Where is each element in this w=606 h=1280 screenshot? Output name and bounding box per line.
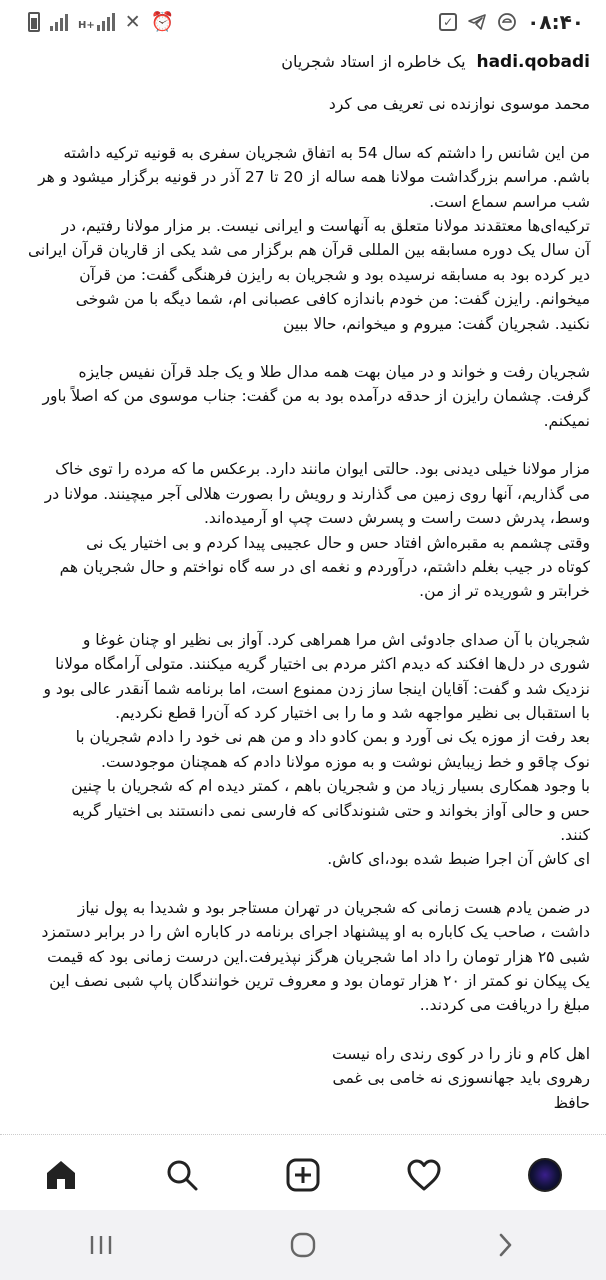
caption-paragraph (22, 92, 590, 116)
nav-new-post-button[interactable] (273, 1145, 333, 1205)
caption-line: شبی ۲۵ هزار تومان را داد اما شجریان هرگز نپذیرفت.این درست زمانی بود که قیمت (47, 947, 590, 966)
profile-avatar (528, 1158, 562, 1192)
search-icon (165, 1158, 199, 1192)
caption-paragraph (22, 141, 590, 336)
caption-line: کوتاه در جیب بغلم داشتم، درآوردم و نغمه ای در سه گاه نواختم و حال شجریان هم (59, 557, 590, 576)
caption-line: باشم. مراسم بزرگداشت مولانا همه ساله از 20 تا 27 آذر در قونیه برگزار میشود و هر (38, 168, 590, 187)
edge-icon (497, 12, 517, 32)
caption-line: وسط، پدرش دست راست و پسرش دست چپ او آرمیده‌اند. (203, 509, 590, 528)
caption-line: نمیکنم. (543, 411, 590, 430)
caption-paragraph (22, 896, 590, 1018)
caption-line: مزار مولانا خیلی دیدنی بود. حالتی ایوان مانند دارد. برعکس ما که مرده را توی خاک (55, 460, 590, 479)
caption-line: در ضمن یادم هست زمانی که شجریان در تهران مستاجر بود و شدیدا به پول نیاز (77, 898, 590, 917)
status-right-icons (439, 10, 584, 34)
caption-line: داشت ، صاحب یک کاباره به او پیشنهاد اجرای برنامه در کاباره اش را در برابر دستمزد (41, 923, 590, 942)
nav-home-button[interactable] (31, 1145, 91, 1205)
caption-line: نزدیک شد و گفت: آقایان اینجا ساز زدن ممنوع است، اما برنامه شما آنقدر عالی بود و (43, 679, 590, 698)
caption-divider (0, 1134, 606, 1139)
caption-line: شجریان با آن صدای جادوئی اش مرا همراهی کرد. آواز بی نظیر او چنان غوغا و (82, 630, 590, 649)
caption-line: شوری در دل‌ها افکند که دیدم اکثر مردم بی اختیار گریه میکنند. متولی آرامگاه مولانا (55, 655, 590, 674)
caption-line: میخوانم. رایزن گفت: من خودم باندازه کافی عصبانی ام، شما دیگه با من شوخی (75, 290, 590, 309)
system-back-button[interactable] (475, 1215, 535, 1275)
clock: ۰۸:۴۰ (527, 10, 584, 34)
alarm-icon: ⏰ (150, 11, 175, 33)
new-post-icon (286, 1158, 320, 1192)
caption-title: یک خاطره از استاد شجریان (281, 52, 466, 71)
caption-poem (22, 1042, 590, 1115)
system-nav-bar (0, 1210, 606, 1280)
nav-activity-button[interactable] (394, 1145, 454, 1205)
post-caption (22, 50, 590, 1139)
status-bar (0, 0, 606, 44)
caption-line: شجریان رفت و خواند و در میان بهت همه مدال طلا و یک جلد قرآن نفیس جایزه (78, 363, 590, 382)
signal-icon-2 (78, 13, 115, 31)
caption-line: کنند. (560, 825, 590, 844)
caption-line: نوک چاقو و خط زیبایش نوشت و به موزه مولانا دادم که همچنان موجودست. (100, 752, 590, 771)
caption-line: نکنید. شجریان گفت: میروم و میخوانم، حالا ببین (282, 314, 590, 333)
caption-line: یک پیکان نو کمتر از ۲۰ هزار تومان بود و معروف ترین خوانندگان پاپ شبی نصف این (49, 972, 590, 990)
caption-paragraph (22, 360, 590, 433)
recent-apps-button[interactable] (71, 1215, 131, 1275)
system-home-button[interactable] (273, 1215, 333, 1275)
signal-icon (50, 13, 68, 31)
caption-line: دیر کرده بود به مسابقه نرسیده بود و شجریان به رایزن فرهنگی گفت: من قرآن (79, 265, 590, 284)
caption-headline (22, 50, 590, 74)
bottom-nav-bar (0, 1140, 606, 1210)
home-circle-icon (290, 1232, 316, 1258)
caption-line: ای کاش آن اجرا ضبط شده بود،ای کاش. (327, 850, 590, 869)
caption-line: می گذاریم، آنها روی زمین می گذارند و رویش را بصورت هلالی آجر میچینند. مولانا در (44, 484, 590, 503)
battery-icon (28, 12, 40, 32)
caption-line: حس و حالی آواز بخواند و حتی شنوندگانی که فارسی نمی دانستند بی اختیار گریه (71, 801, 590, 820)
recent-apps-icon (88, 1234, 114, 1256)
caption-paragraph (22, 457, 590, 603)
caption-line: محمد موسوی نوازنده نی تعریف می کرد (328, 95, 590, 114)
nav-search-button[interactable] (152, 1145, 212, 1205)
status-left-icons (28, 12, 174, 32)
poem-line: اهل کام و ناز را در کوی رندی راه نیست (332, 1044, 590, 1063)
caption-line: آن سال یک دوره مسابقه بین المللی قرآن هم برگزار می شد یکی از قاریان قرآن ایرانی (27, 241, 590, 260)
caption-line: با استقبال بی نظیر مواجهه شد و ما را بی اختیار کرد که آن‌را قطع نکردیم. (115, 703, 590, 722)
username-link[interactable]: hadi.qobadi (476, 52, 590, 72)
caption-line: ترکیه‌ای‌ها معتقدند مولانا متعلق به آنهاست و ایرانی نیست. بر مزار مولانا رفتیم، در (61, 217, 590, 236)
caption-line: بعد رفت از موزه یک نی آورد و بمن کادو داد و من هم نی خود را دادم شجریان با (75, 728, 590, 747)
poem-line: رهروی باید جهانسوزی نه خامی بی غمی (332, 1069, 590, 1088)
caption-line: با وجود همکاری بسیار زیاد من و شجریان باهم ، کمتر دیده ام که شجریان با چنین (71, 777, 590, 796)
caption-line: وقتی چشمم به مقبره‌اش افتاد حس و حال عجیبی پیدا کردم و بی اختیار یک نی (86, 533, 590, 552)
caption-line: مبلغ را دریافت می کردند.. (419, 996, 590, 1015)
activity-heart-icon (406, 1158, 442, 1192)
home-icon (44, 1158, 78, 1192)
mute-icon: ✕ (124, 11, 141, 33)
nav-profile-button[interactable] (515, 1145, 575, 1205)
caption-paragraph (22, 628, 590, 872)
caption-line: شب مراسم سماع است. (429, 192, 590, 211)
telegram-icon (467, 12, 487, 32)
checkbox-icon: ✓ (439, 13, 457, 31)
caption-line: خرابتر و شوریده تر از من. (419, 582, 590, 601)
poem-attribution: حافظ (553, 1093, 590, 1112)
caption-line: من این شانس را داشتم که سال 54 به اتفاق شجریان سفری به قونیه ترکیه داشته (63, 143, 590, 162)
caption-line: گرفت. چشمان رایزن از حدقه درآمده بود به من گفت: جناب موسوی من که اصلاً باور (42, 387, 590, 406)
network-type: H+ (78, 20, 95, 31)
back-chevron-icon (495, 1232, 515, 1258)
